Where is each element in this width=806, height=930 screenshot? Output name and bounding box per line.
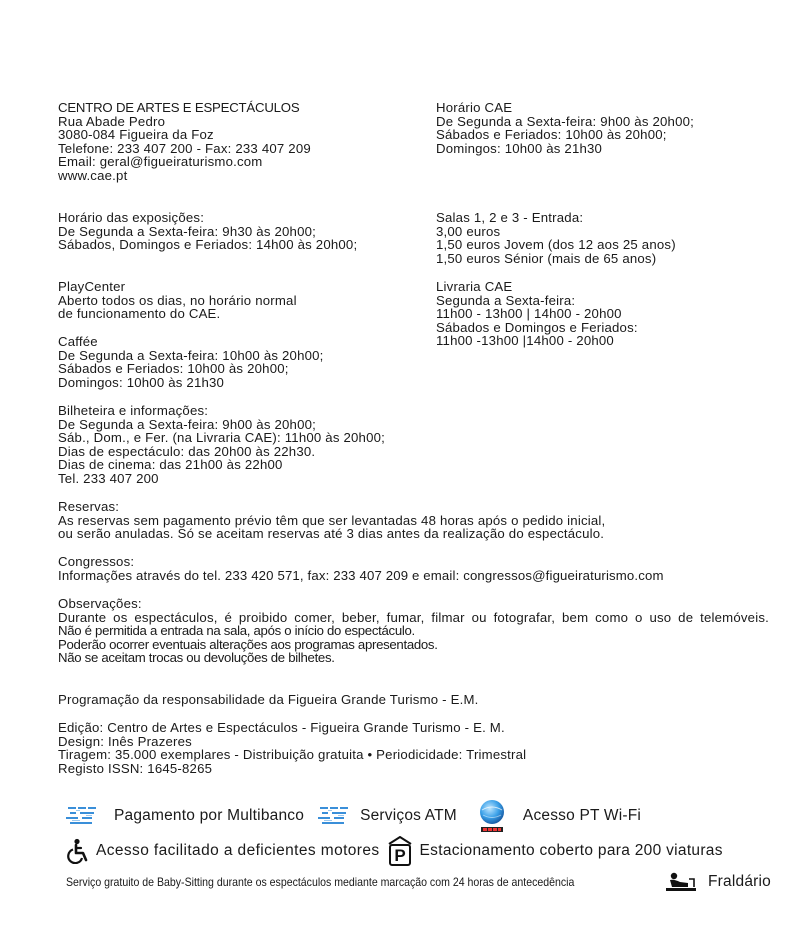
- observacoes-paragraph: Durante os espectáculos, é proibido comer, beber, fumar, filmar ou fotografar, bem como o uso de telemóveis.: [58, 609, 769, 625]
- atm-icon: [318, 805, 350, 827]
- exposicoes-line: Sábados, Domingos e Feriados: 14h00 às 20h00;: [58, 237, 358, 253]
- reservas-line: As reservas sem pagamento prévio têm que ser levantadas 48 horas após o pedido inicial,: [58, 512, 606, 528]
- parking-icon: [388, 836, 412, 866]
- congressos-line: Informações através do tel. 233 420 571, fax: 233 407 209 e email: congressos@figueiraturismo.com: [58, 567, 664, 583]
- livraria-line: Sábados e Domingos e Feriados:: [436, 319, 638, 335]
- caffee-line: De Segunda a Sexta-feira: 10h00 às 20h00;: [58, 347, 324, 363]
- reservas-line: ou serão anuladas. Só se aceitam reservas até 3 dias antes da realização do espectáculo.: [58, 526, 605, 542]
- salas-line: 3,00 euros: [436, 223, 501, 239]
- caffee-line: Sábados e Feriados: 10h00 às 20h00;: [58, 361, 289, 377]
- exposicoes-title: Horário das exposições:: [58, 210, 205, 225]
- services-row-1: [66, 798, 641, 834]
- services-row-3: [66, 868, 644, 896]
- horario-cae-title: Horário CAE: [436, 100, 513, 115]
- observacoes-line: Poderão ocorrer eventuais alterações aos programas apresentados.: [58, 636, 438, 652]
- ficha-line: Edição: Centro de Artes e Espectáculos - Figueira Grande Turismo - E. M.: [58, 720, 505, 735]
- bilheteira-title: Bilheteira e informações:: [58, 403, 209, 418]
- atm-label: Serviços ATM: [360, 807, 457, 824]
- email-text: Email: geral@figueiraturismo.com: [58, 154, 263, 170]
- org-name: CENTRO DE ARTES E ESPECTÁCULOS: [58, 100, 300, 115]
- horario-cae-line: Sábados e Feriados: 10h00 às 20h00;: [436, 127, 667, 143]
- playcenter-title: PlayCenter: [58, 279, 126, 294]
- horario-cae-block: [436, 101, 694, 155]
- playcenter-line: de funcionamento do CAE.: [58, 306, 221, 322]
- bilheteira-line: De Segunda a Sexta-feira: 9h00 às 20h00;: [58, 416, 317, 432]
- ficha-line: Tiragem: 35.000 exemplares - Distribuição gratuita • Periodicidade: Trimestral: [58, 747, 527, 763]
- fraldario-group: [666, 868, 771, 896]
- wifi-label: Acesso PT Wi-Fi: [522, 807, 642, 824]
- website-text: www.cae.pt: [58, 167, 128, 183]
- observacoes-title: Observações:: [58, 596, 142, 611]
- horario-cae-line: De Segunda a Sexta-feira: 9h00 às 20h00;: [436, 113, 695, 129]
- caffee-title: Caffée: [58, 334, 98, 349]
- exposicoes-line: De Segunda a Sexta-feira: 9h30 às 20h00;: [58, 223, 317, 239]
- salas-line: 1,50 euros Sénior (mais de 65 anos): [436, 250, 657, 266]
- livraria-line: 11h00 -13h00 |14h00 - 20h00: [436, 333, 614, 349]
- phone-fax: Telefone: 233 407 200 - Fax: 233 407 209: [58, 140, 311, 156]
- congressos-title: Congressos:: [58, 554, 135, 569]
- caffee-block: [58, 335, 324, 389]
- baby-changing-icon: [666, 871, 698, 893]
- contact-block: [58, 101, 311, 183]
- bilheteira-line: Dias de espectáculo: das 20h00 às 22h30.: [58, 443, 316, 459]
- reservas-title: Reservas:: [58, 499, 120, 514]
- responsabilidade-text: Programação da responsabilidade da Figueira Grande Turismo - E.M.: [58, 692, 479, 707]
- bilheteira-line: Tel. 233 407 200: [58, 470, 159, 486]
- observacoes-line: Não é permitida a entrada na sala, após o início do espectáculo.: [58, 623, 415, 639]
- observacoes-block: [58, 597, 778, 665]
- salas-block: [436, 211, 676, 265]
- caffee-line: Domingos: 10h00 às 21h30: [58, 374, 225, 390]
- multibanco-label: Pagamento por Multibanco: [114, 807, 305, 824]
- exposicoes-block: [58, 211, 357, 252]
- street-address: Rua Abade Pedro: [58, 113, 166, 129]
- svg-text:P: P: [393, 846, 406, 865]
- reservas-block: [58, 500, 605, 541]
- livraria-line: 11h00 - 13h00 | 14h00 - 20h00: [436, 306, 622, 322]
- services-row-2: [66, 836, 723, 866]
- congressos-block: [58, 555, 664, 582]
- bilheteira-line: Dias de cinema: das 21h00 às 22h00: [58, 457, 283, 473]
- fraldario-label: Fraldário: [708, 873, 771, 890]
- bilheteira-block: [58, 404, 385, 486]
- livraria-line: Segunda a Sexta-feira:: [436, 292, 576, 308]
- parking-label: Estacionamento coberto para 200 viaturas: [419, 842, 723, 859]
- salas-line: 1,50 euros Jovem (dos 12 aos 25 anos): [436, 237, 676, 253]
- playcenter-line: Aberto todos os dias, no horário normal: [58, 292, 297, 308]
- wifi-globe-icon: [477, 798, 507, 834]
- babysitting-label: Serviço gratuito de Baby-Sitting durante os espectáculos mediante marcação com 24 horas de antecedência: [66, 875, 575, 889]
- ficha-tecnica-block: [58, 721, 526, 775]
- responsabilidade-block: [58, 693, 479, 707]
- acesso-label: Acesso facilitado a deficientes motores: [96, 842, 380, 859]
- horario-cae-line: Domingos: 10h00 às 21h30: [436, 140, 603, 156]
- livraria-block: [436, 280, 638, 348]
- playcenter-block: [58, 280, 297, 321]
- multibanco-icon: [66, 805, 98, 827]
- ficha-line: Design: Inês Prazeres: [58, 733, 192, 749]
- salas-title: Salas 1, 2 e 3 - Entrada:: [436, 210, 584, 225]
- livraria-title: Livraria CAE: [436, 279, 513, 294]
- observacoes-line: Não se aceitam trocas ou devoluções de bilhetes.: [58, 650, 335, 666]
- city-address: 3080-084 Figueira da Foz: [58, 127, 214, 143]
- bilheteira-line: Sáb., Dom., e Fer. (na Livraria CAE): 11h00 às 20h00;: [58, 430, 386, 446]
- wheelchair-icon: [66, 838, 92, 864]
- ficha-line: Registo ISSN: 1645-8265: [58, 760, 213, 776]
